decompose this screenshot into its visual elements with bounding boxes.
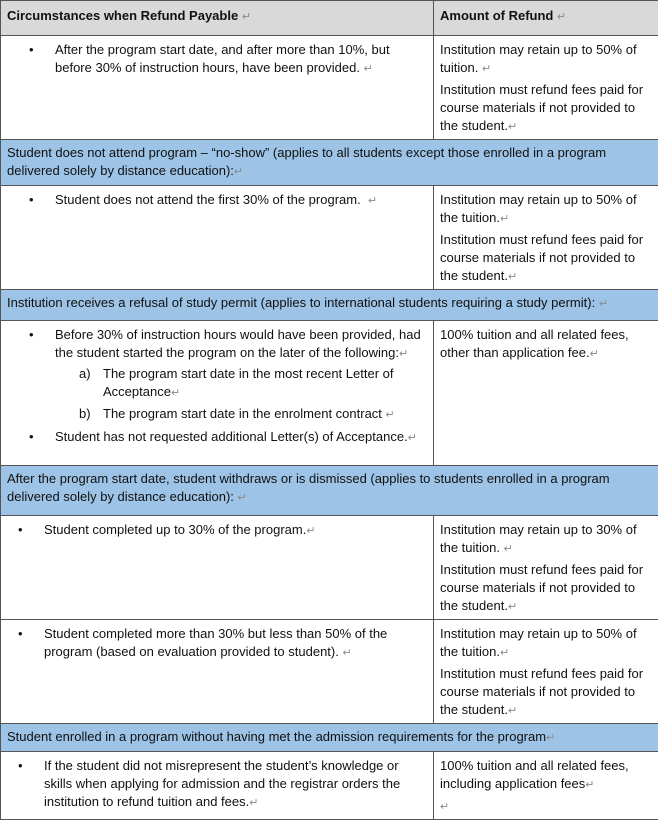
header-row (1, 1, 658, 36)
circumstance-cell (1, 516, 434, 620)
bullet-icon: • (29, 428, 34, 446)
list-item: • Student does not attend the first 30% of the program. ↵ (55, 191, 425, 210)
bullet-icon: • (29, 326, 34, 344)
circumstance-cell (1, 752, 434, 820)
section-heading: Institution receives a refusal of study permit (applies to international students requiring a study permit): ↵ (1, 290, 658, 321)
circumstance-cell (1, 186, 434, 290)
refund-cell: Institution may retain up to 30% of the tuition. ↵ Institution must refund fees paid for course materials if not provided to the student.↵ (434, 516, 658, 620)
bullet-icon: • (29, 41, 34, 59)
circumstance-cell (1, 321, 434, 466)
pilcrow-mark: ↵ (557, 11, 566, 23)
bullet-icon: • (18, 625, 23, 643)
refund-cell: Institution may retain up to 50% of the tuition.↵ Institution must refund fees paid for course materials if not provided to the student.↵ (434, 186, 658, 290)
circumstance-cell (1, 36, 434, 140)
bullet-icon: • (18, 521, 23, 539)
bullet-icon: • (18, 757, 23, 775)
refund-cell: 100% tuition and all related fees, other than application fee.↵ (434, 321, 658, 466)
section-row (1, 290, 658, 321)
refund-cell: Institution may retain up to 50% of tuition. ↵ Institution must refund fees paid for course materials if not provided to the student.↵ (434, 36, 658, 140)
table-row (1, 516, 658, 620)
refund-cell: Institution may retain up to 50% of the tuition.↵ Institution must refund fees paid for course materials if not provided to the student.↵ (434, 620, 658, 724)
section-row (1, 724, 658, 752)
table-row (1, 186, 658, 290)
list-item: • Student completed more than 30% but less than 50% of the program (based on evaluation provided to student). ↵ (44, 625, 425, 662)
section-row (1, 466, 658, 516)
table-row (1, 752, 658, 820)
section-heading: After the program start date, student withdraws or is dismissed (applies to students enrolled in a program delivered solely by distance education): ↵ (1, 466, 658, 516)
section-heading: Student enrolled in a program without having met the admission requirements for the program↵ (1, 724, 658, 752)
list-item: • Student has not requested additional Letter(s) of Acceptance.↵ (55, 428, 425, 447)
list-item: • After the program start date, and after more than 10%, but before 30% of instruction hours, have been provided. ↵ (55, 41, 425, 78)
list-item: • If the student did not misrepresent the student’s knowledge or skills when applying for admission and the registrar orders the institution to refund tuition and fees.↵ (44, 757, 425, 812)
section-row (1, 140, 658, 186)
list-item: • Student completed up to 30% of the program.↵ (44, 521, 425, 540)
circumstance-cell (1, 620, 434, 724)
table-row (1, 620, 658, 724)
pilcrow-mark: ↵ (242, 11, 251, 23)
header-amount: Amount of Refund ↵ (434, 1, 658, 36)
refund-cell: 100% tuition and all related fees, including application fees↵ ↵ (434, 752, 658, 820)
section-heading: Student does not attend program – “no-show” (applies to all students except those enrolled in a program delivered solely by distance education):↵ (1, 140, 658, 186)
list-item: • Before 30% of instruction hours would have been provided, had the student started the program on the later of the following:↵ a) The program start date in the most recent Letter of Acceptance↵ b) The program start date in the enrolment contract ↵ (55, 326, 425, 424)
table-row (1, 36, 658, 140)
bullet-icon: • (29, 191, 34, 209)
header-circumstances: Circumstances when Refund Payable ↵ (1, 1, 434, 36)
table-row (1, 321, 658, 466)
sub-list: a) The program start date in the most recent Letter of Acceptance↵ b) The program start date in the enrolment contract ↵ (55, 365, 425, 424)
